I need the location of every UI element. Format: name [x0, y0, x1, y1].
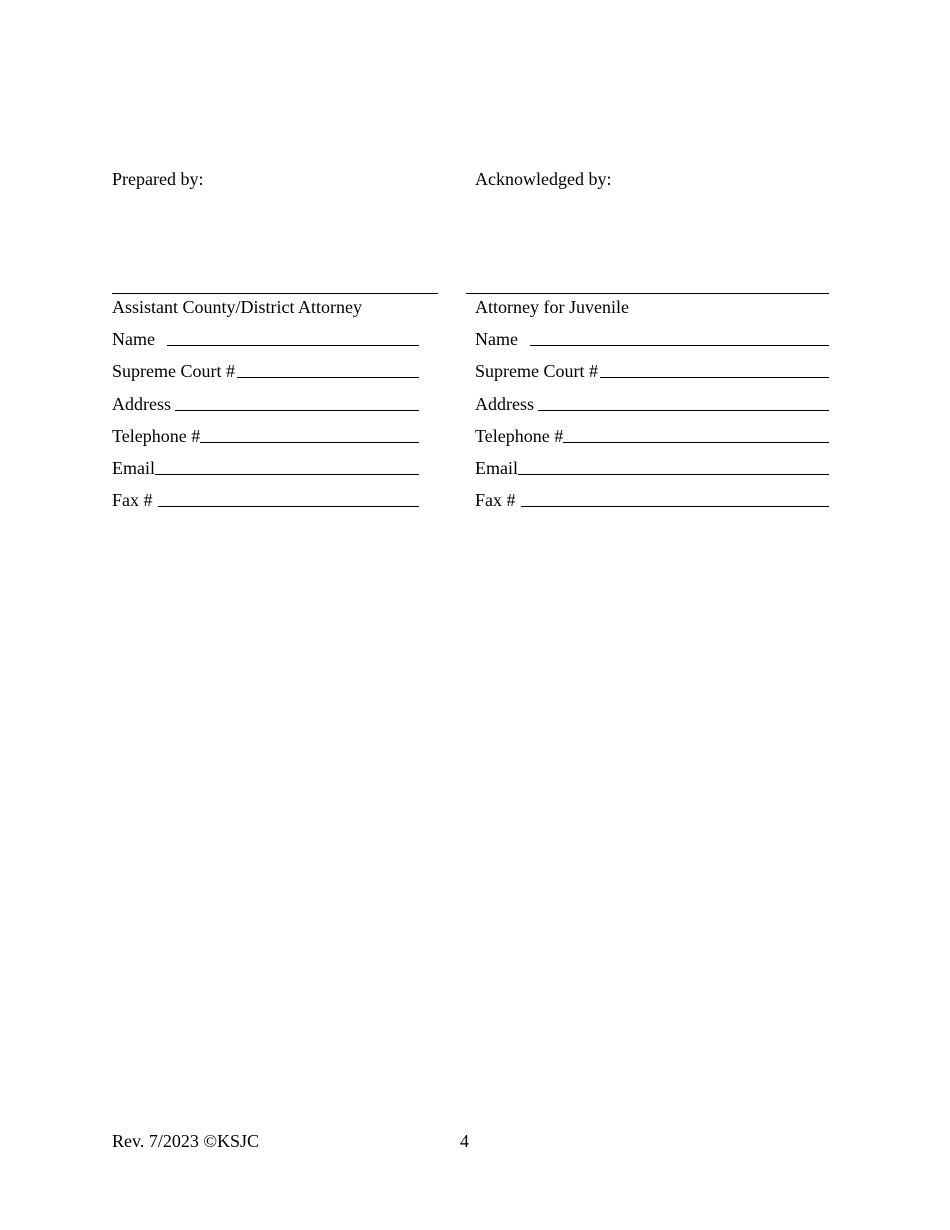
- field-label: Email: [475, 458, 518, 478]
- acknowledged-email-field[interactable]: [475, 458, 829, 478]
- prepared-email-field[interactable]: [112, 458, 419, 478]
- name-blank-line[interactable]: [530, 345, 829, 346]
- prepared-signature-line[interactable]: [112, 293, 438, 294]
- address-blank-line[interactable]: [538, 410, 829, 411]
- footer-revision: Rev. 7/2023 ©KSJC: [112, 1131, 260, 1151]
- acknowledged-name-field[interactable]: [475, 329, 829, 349]
- prepared-supreme-court-field[interactable]: [112, 361, 419, 381]
- prepared-address-field[interactable]: [112, 394, 419, 414]
- prepared-by-heading: Prepared by:: [112, 169, 204, 189]
- footer-page-number: 4: [460, 1131, 469, 1151]
- email-blank-line[interactable]: [518, 474, 829, 475]
- telephone-blank-line[interactable]: [200, 442, 419, 443]
- prepared-fax-field[interactable]: [112, 490, 419, 510]
- acknowledged-supreme-court-field[interactable]: [475, 361, 829, 381]
- field-label: Telephone #: [475, 426, 564, 446]
- field-label: Supreme Court #: [475, 361, 598, 381]
- supreme-court-blank-line[interactable]: [237, 377, 419, 378]
- telephone-blank-line[interactable]: [563, 442, 829, 443]
- field-label: Address: [475, 394, 534, 414]
- prepared-role-caption: Assistant County/District Attorney: [112, 297, 362, 317]
- field-label: Fax #: [475, 490, 516, 510]
- acknowledged-by-heading: Acknowledged by:: [475, 169, 612, 189]
- prepared-telephone-field[interactable]: [112, 426, 419, 446]
- field-label: Email: [112, 458, 155, 478]
- acknowledged-signature-line[interactable]: [466, 293, 829, 294]
- fax-blank-line[interactable]: [521, 506, 830, 507]
- field-label: Name: [112, 329, 155, 349]
- acknowledged-fax-field[interactable]: [475, 490, 829, 510]
- name-blank-line[interactable]: [167, 345, 419, 346]
- address-blank-line[interactable]: [175, 410, 419, 411]
- acknowledged-role-caption: Attorney for Juvenile: [475, 297, 629, 317]
- field-label: Name: [475, 329, 518, 349]
- fax-blank-line[interactable]: [158, 506, 420, 507]
- email-blank-line[interactable]: [155, 474, 419, 475]
- field-label: Telephone #: [112, 426, 201, 446]
- supreme-court-blank-line[interactable]: [600, 377, 829, 378]
- acknowledged-address-field[interactable]: [475, 394, 829, 414]
- acknowledged-telephone-field[interactable]: [475, 426, 829, 446]
- field-label: Supreme Court #: [112, 361, 235, 381]
- prepared-name-field[interactable]: [112, 329, 419, 349]
- field-label: Fax #: [112, 490, 153, 510]
- field-label: Address: [112, 394, 171, 414]
